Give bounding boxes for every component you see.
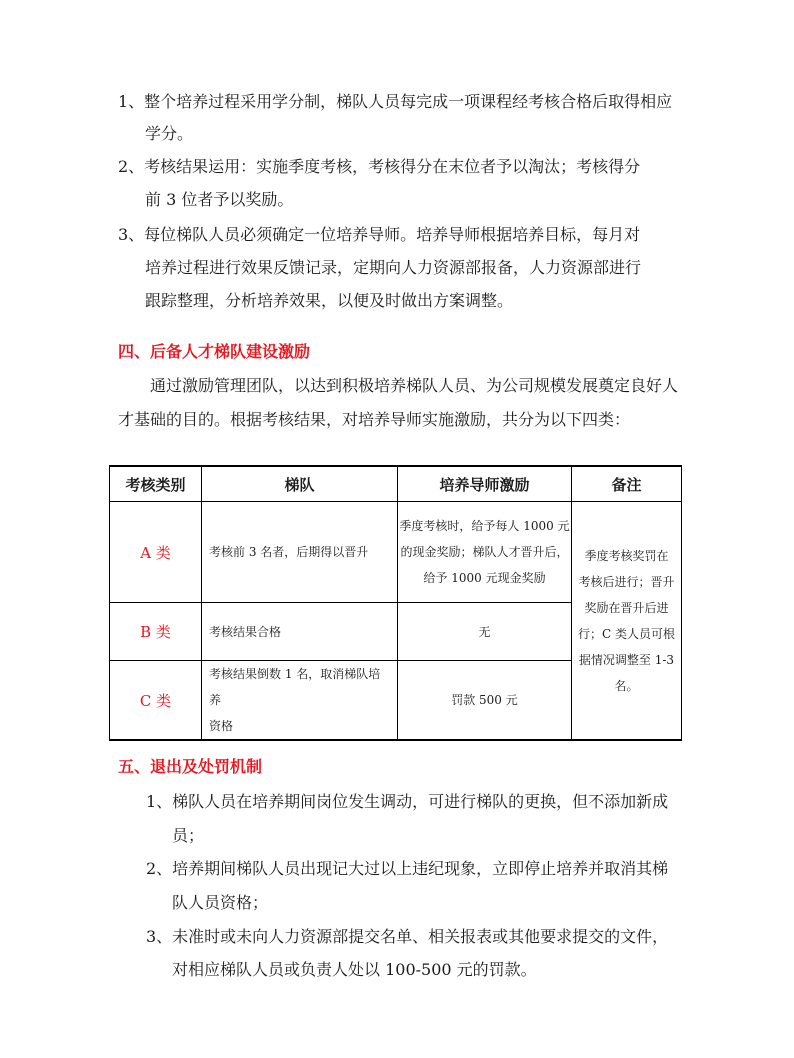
note-cell [572,502,682,741]
list-item-line: 2、培养期间梯队人员出现记大过以上违纪现象，立即停止培养并取消其梯 [146,859,669,878]
cell-line: 无 [478,624,491,639]
cell-line: 奖励在晋升后进 [584,600,669,615]
column-header: 梯队 [202,466,398,502]
list-item-line: 跟踪整理，分析培养效果，以便及时做出方案调整。 [145,291,514,310]
list-item-line: 员； [172,826,205,845]
mentor-incentive-cell [398,502,572,603]
mentor-incentive-cell [398,603,572,661]
category-cell: C 类 [110,661,202,741]
list-item-line: 2、考核结果运用：实施季度考核，考核得分在末位者予以淘汰；考核得分 [118,157,641,176]
cell-line: 季度考核奖罚在 [584,548,669,563]
echelon-cell [202,502,398,603]
column-header: 培养导师激励 [398,466,572,502]
cell-line: 考核前 3 名者，后期得以晋升 [209,545,369,559]
cell-line: 名。 [614,678,639,693]
table-row [110,502,682,603]
list-item-line: 3、未准时或未向人力资源部提交名单、相关报表或其他要求提交的文件， [146,927,669,946]
cell-line: 季度考核时，给予每人 1000 元 [399,519,570,533]
list-item-line: 对相应梯队人员或负责人处以 100-500 元的罚款。 [172,960,537,979]
intro-line: 通过激励管理团队，以达到积极培养梯队人员、为公司规模发展奠定良好人 [150,376,679,395]
list-item-line: 1、梯队人员在培养期间岗位发生调动，可进行梯队的更换，但不添加新成 [146,792,669,811]
list-item-line: 队人员资格； [172,893,269,912]
list-item-line: 学分。 [145,124,194,143]
cell-line: 行；C 类人员可根 [578,626,675,641]
cell-line: 考核结果倒数 1 名，取消梯队培养 [209,667,381,707]
cell-line: 考核后进行；晋升 [578,574,675,589]
list-item-line: 1、整个培养过程采用学分制，梯队人员每完成一项课程经考核合格后取得相应 [118,92,673,111]
list-item-line: 3、每位梯队人员必须确定一位培养导师。培养导师根据培养目标，每月对 [118,225,641,244]
cell-line: 给予 1000 元现金奖励 [423,571,546,585]
intro-line: 才基础的目的。根据考核结果，对培养导师实施激励，共分为以下四类： [118,410,631,429]
cell-line: 罚款 500 元 [451,693,518,707]
cell-line: 的现金奖励；梯队人才晋升后， [400,545,569,559]
section-heading-5: 五、退出及处罚机制 [118,757,263,776]
category-cell: B 类 [110,603,202,661]
cell-line: 资格 [209,719,234,733]
list-item-line: 前 3 位者予以奖励。 [145,190,294,209]
incentive-table [109,465,682,741]
cell-line: 据情况调整至 1-3 [578,652,675,667]
table-header-row [110,466,682,502]
category-cell: A 类 [110,502,202,603]
echelon-cell [202,603,398,661]
section-heading-4: 四、后备人才梯队建设激励 [118,342,311,361]
list-item-line: 培养过程进行效果反馈记录，定期向人力资源部报备，人力资源部进行 [145,258,642,277]
mentor-incentive-cell [398,661,572,741]
echelon-cell [202,661,398,741]
column-header: 备注 [572,466,682,502]
cell-line: 考核结果合格 [209,624,282,639]
column-header: 考核类别 [110,466,202,502]
